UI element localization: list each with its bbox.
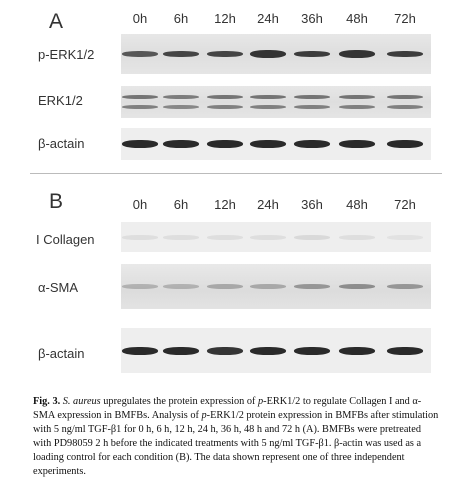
panel-b-band-r1-lane2 <box>163 284 199 289</box>
panel-b-band-r2-lane1 <box>122 347 158 355</box>
panel-b-band-r2-lane6 <box>339 347 375 355</box>
caption-part1: upregulates the protein expression of <box>100 396 258 407</box>
panel-b-band-r1-lane1 <box>122 284 158 289</box>
panel-a-band-r1-lane6 <box>339 95 375 99</box>
panel-a-band-r0-lane5 <box>294 51 330 57</box>
panel-a-band-r1-lane2 <box>163 105 199 109</box>
panel-a-timepoint-36h: 36h <box>301 11 323 26</box>
panel-a-row-label-actin: β-actain <box>38 136 85 151</box>
panel-a-timepoint-0h: 0h <box>132 11 148 26</box>
panel-b-band-r0-lane6 <box>339 235 375 240</box>
panel-a-band-r1-lane1 <box>122 95 158 99</box>
panel-a-band-r1-lane4 <box>250 105 286 109</box>
panel-a-row-label-erk: ERK1/2 <box>38 93 83 108</box>
panel-b-band-r0-lane1 <box>122 235 158 240</box>
panel-b-timepoint-12h: 12h <box>214 197 236 212</box>
panel-b-band-r1-lane4 <box>250 284 286 289</box>
panel-a-band-r2-lane4 <box>250 140 286 148</box>
panel-a-band-r0-lane4 <box>250 50 286 58</box>
caption-part2: -ERK1/2 to regulate Collagen I and α-SMA expression in BMFBs. Analysis of <box>33 396 422 421</box>
panel-b-band-r1-lane6 <box>339 284 375 289</box>
panel-b-band-r0-lane7 <box>387 235 423 240</box>
panel-b-timepoint-72h: 72h <box>394 197 416 212</box>
caption-p1: p <box>257 396 264 407</box>
panel-b-band-r2-lane7 <box>387 347 423 355</box>
panel-b-timepoint-6h: 6h <box>173 197 189 212</box>
panel-a-band-r1-lane7 <box>387 95 423 99</box>
panel-b-blot-actin <box>121 328 431 373</box>
panel-a-band-r0-lane2 <box>163 51 199 57</box>
panel-b-blot-sma <box>121 264 431 309</box>
panel-a-band-r1-lane4 <box>250 95 286 99</box>
panel-a-blot-perk <box>121 34 431 74</box>
panel-a-band-r0-lane1 <box>122 51 158 57</box>
panel-b-timepoint-0h: 0h <box>132 197 148 212</box>
panel-a-band-r1-lane3 <box>207 105 243 109</box>
panel-b-band-r2-lane4 <box>250 347 286 355</box>
panel-b-letter: B <box>49 190 64 213</box>
panel-a-band-r1-lane2 <box>163 95 199 99</box>
panel-b-band-r0-lane3 <box>207 235 243 240</box>
panel-a-band-r1-lane5 <box>294 105 330 109</box>
panel-a-timepoint-6h: 6h <box>173 11 189 26</box>
panel-b-band-r0-lane4 <box>250 235 286 240</box>
panel-a-band-r2-lane2 <box>163 140 199 148</box>
panel-a-timepoint-48h: 48h <box>346 11 368 26</box>
panel-b-band-r2-lane3 <box>207 347 243 355</box>
panel-b-band-r1-lane3 <box>207 284 243 289</box>
panel-a-band-r1-lane5 <box>294 95 330 99</box>
panel-a-band-r1-lane7 <box>387 105 423 109</box>
panel-a-letter: A <box>49 10 64 33</box>
panel-b-row-label-actin: β-actain <box>38 346 85 361</box>
panel-a-band-r2-lane1 <box>122 140 158 148</box>
caption-species: S. aureus <box>62 396 101 407</box>
figure-caption <box>33 395 441 479</box>
panel-a-band-r2-lane3 <box>207 140 243 148</box>
panel-a-band-r2-lane7 <box>387 140 423 148</box>
panel-a-band-r0-lane7 <box>387 51 423 57</box>
panel-a-band-r2-lane6 <box>339 140 375 148</box>
panel-a-band-r1-lane1 <box>122 105 158 109</box>
panel-divider <box>30 173 442 174</box>
panel-a-timepoint-12h: 12h <box>214 11 236 26</box>
panel-b-band-r0-lane2 <box>163 235 199 240</box>
panel-a-row-label-perk: p-ERK1/2 <box>38 47 95 62</box>
panel-a-band-r2-lane5 <box>294 140 330 148</box>
caption-fig-label: Fig. 3. <box>33 396 61 407</box>
panel-a-band-r0-lane3 <box>207 51 243 57</box>
panel-b-band-r1-lane5 <box>294 284 330 289</box>
panel-b-band-r0-lane5 <box>294 235 330 240</box>
panel-a-timepoint-24h: 24h <box>257 11 279 26</box>
panel-b-band-r2-lane5 <box>294 347 330 355</box>
caption-part3: -ERK1/2 protein expression in BMFBs after stimulation with 5 ng/ml TGF-β1 for 0 h, 6 h, 12 h, 24 h, 36 h, 48 h and 72 h (A). BMFBs were pretreated with PD98059 2 h before the indicated treatments with 5 ng/ml TGF-β1. β-actin was used as a loading control for each condition (B). The data shown represent one of three independent experiments. <box>33 410 439 477</box>
panel-b-band-r1-lane7 <box>387 284 423 289</box>
panel-a-timepoint-72h: 72h <box>394 11 416 26</box>
caption-p2: p <box>201 410 207 421</box>
panel-b-timepoint-48h: 48h <box>346 197 368 212</box>
panel-b-timepoint-36h: 36h <box>301 197 323 212</box>
panel-b-timepoint-24h: 24h <box>257 197 279 212</box>
panel-b-row-label-collagen: I Collagen <box>36 232 95 247</box>
panel-b-band-r2-lane2 <box>163 347 199 355</box>
panel-b-row-label-sma: α-SMA <box>38 280 79 295</box>
panel-a-band-r0-lane6 <box>339 50 375 58</box>
panel-b-blot-collagen <box>121 222 431 252</box>
panel-a-blot-erk <box>121 86 431 118</box>
panel-a-band-r1-lane3 <box>207 95 243 99</box>
panel-a-band-r1-lane6 <box>339 105 375 109</box>
panel-a-blot-actin <box>121 128 431 160</box>
